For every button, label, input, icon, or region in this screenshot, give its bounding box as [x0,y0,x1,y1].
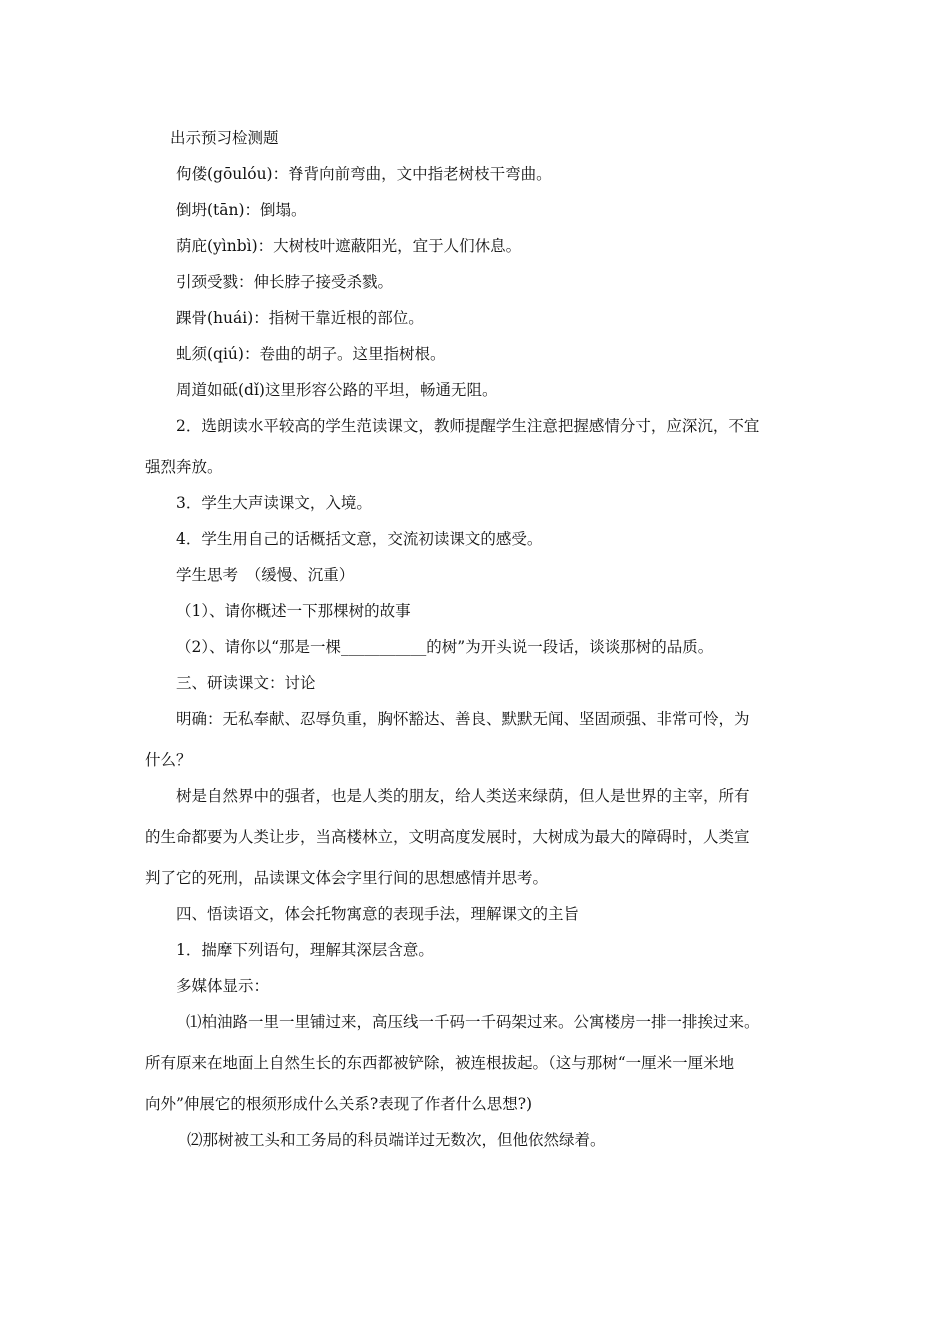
paragraph-line: ⑴柏油路一里一里铺过来，高压线一千码一千码架过来。公寓楼房一排一排挨过来。 [186,1013,760,1031]
paragraph-line: （2）、请你以“那是一棵___________的树”为开头说一段话，谈谈那树的品质。 [176,638,714,656]
vocab-gou-lou: 佝偻(gōulóu)：脊背向前弯曲，文中指老树枝干弯曲。 [176,165,552,183]
vocab-huai-gu: 踝骨(huái)：指树干靠近根的部位。 [176,309,424,327]
paragraph-line: 树是自然界中的强者，也是人类的朋友，给人类送来绿荫，但人是世界的主宰，所有 [176,787,750,805]
paragraph-line: ⑵那树被工头和工务局的科员端详过无数次，但他依然绿着。 [187,1131,606,1149]
vocab-dao-tan: 倒坍(tān)：倒塌。 [176,201,307,219]
paragraph-line: 强烈奔放。 [145,458,223,476]
vocab-qiu-xu: 虬须(qiú)：卷曲的胡子。这里指树根。 [176,345,446,363]
heading-preview-test: 出示预习检测题 [170,129,279,147]
paragraph-line: 3．学生大声读课文，入境。 [176,494,372,512]
paragraph-line: 向外”伸展它的根须形成什么关系?表现了作者什么思想?) [145,1095,533,1113]
paragraph-line: 多媒体显示： [176,977,270,995]
paragraph-line: 明确：无私奉献、忍辱负重，胸怀豁达、善良、默默无闻、坚固顽强、非常可怜，为 [176,710,750,728]
section-heading: 三、研读课文：讨论 [176,674,316,692]
paragraph-line: 的生命都要为人类让步，当高楼林立，文明高度发展时，大树成为最大的障碍时，人类宣 [145,828,750,846]
paragraph-line: 判了它的死刑，品读课文体会字里行间的思想感情并思考。 [145,869,549,887]
paragraph-line: 什么？ [145,751,192,769]
paragraph-line: 1．揣摩下列语句，理解其深层含意。 [176,941,434,959]
paragraph-line: （1）、请你概述一下那棵树的故事 [176,602,411,620]
paragraph-line: 4．学生用自己的话概括文意，交流初读课文的感受。 [176,530,543,548]
vocab-yin-bi: 荫庇(yìnbì)：大树枝叶遮蔽阳光，宜于人们休息。 [176,237,522,255]
paragraph-line: 学生思考 （缓慢、沉重） [176,566,355,584]
vocab-yin-jing-shou-lu: 引颈受戮：伸长脖子接受杀戮。 [176,273,394,291]
section-heading: 四、悟读语文，体会托物寓意的表现手法，理解课文的主旨 [176,905,580,923]
paragraph-line: 2．选朗读水平较高的学生范读课文，教师提醒学生注意把握感情分寸，应深沉，不宜 [176,417,760,435]
vocab-zhou-dao-ru-di: 周道如砥(dǐ)这里形容公路的平坦，畅通无阻。 [176,381,498,399]
paragraph-line: 所有原来在地面上自然生长的东西都被铲除，被连根拔起。（这与那树“一厘米一厘米地 [145,1054,735,1072]
